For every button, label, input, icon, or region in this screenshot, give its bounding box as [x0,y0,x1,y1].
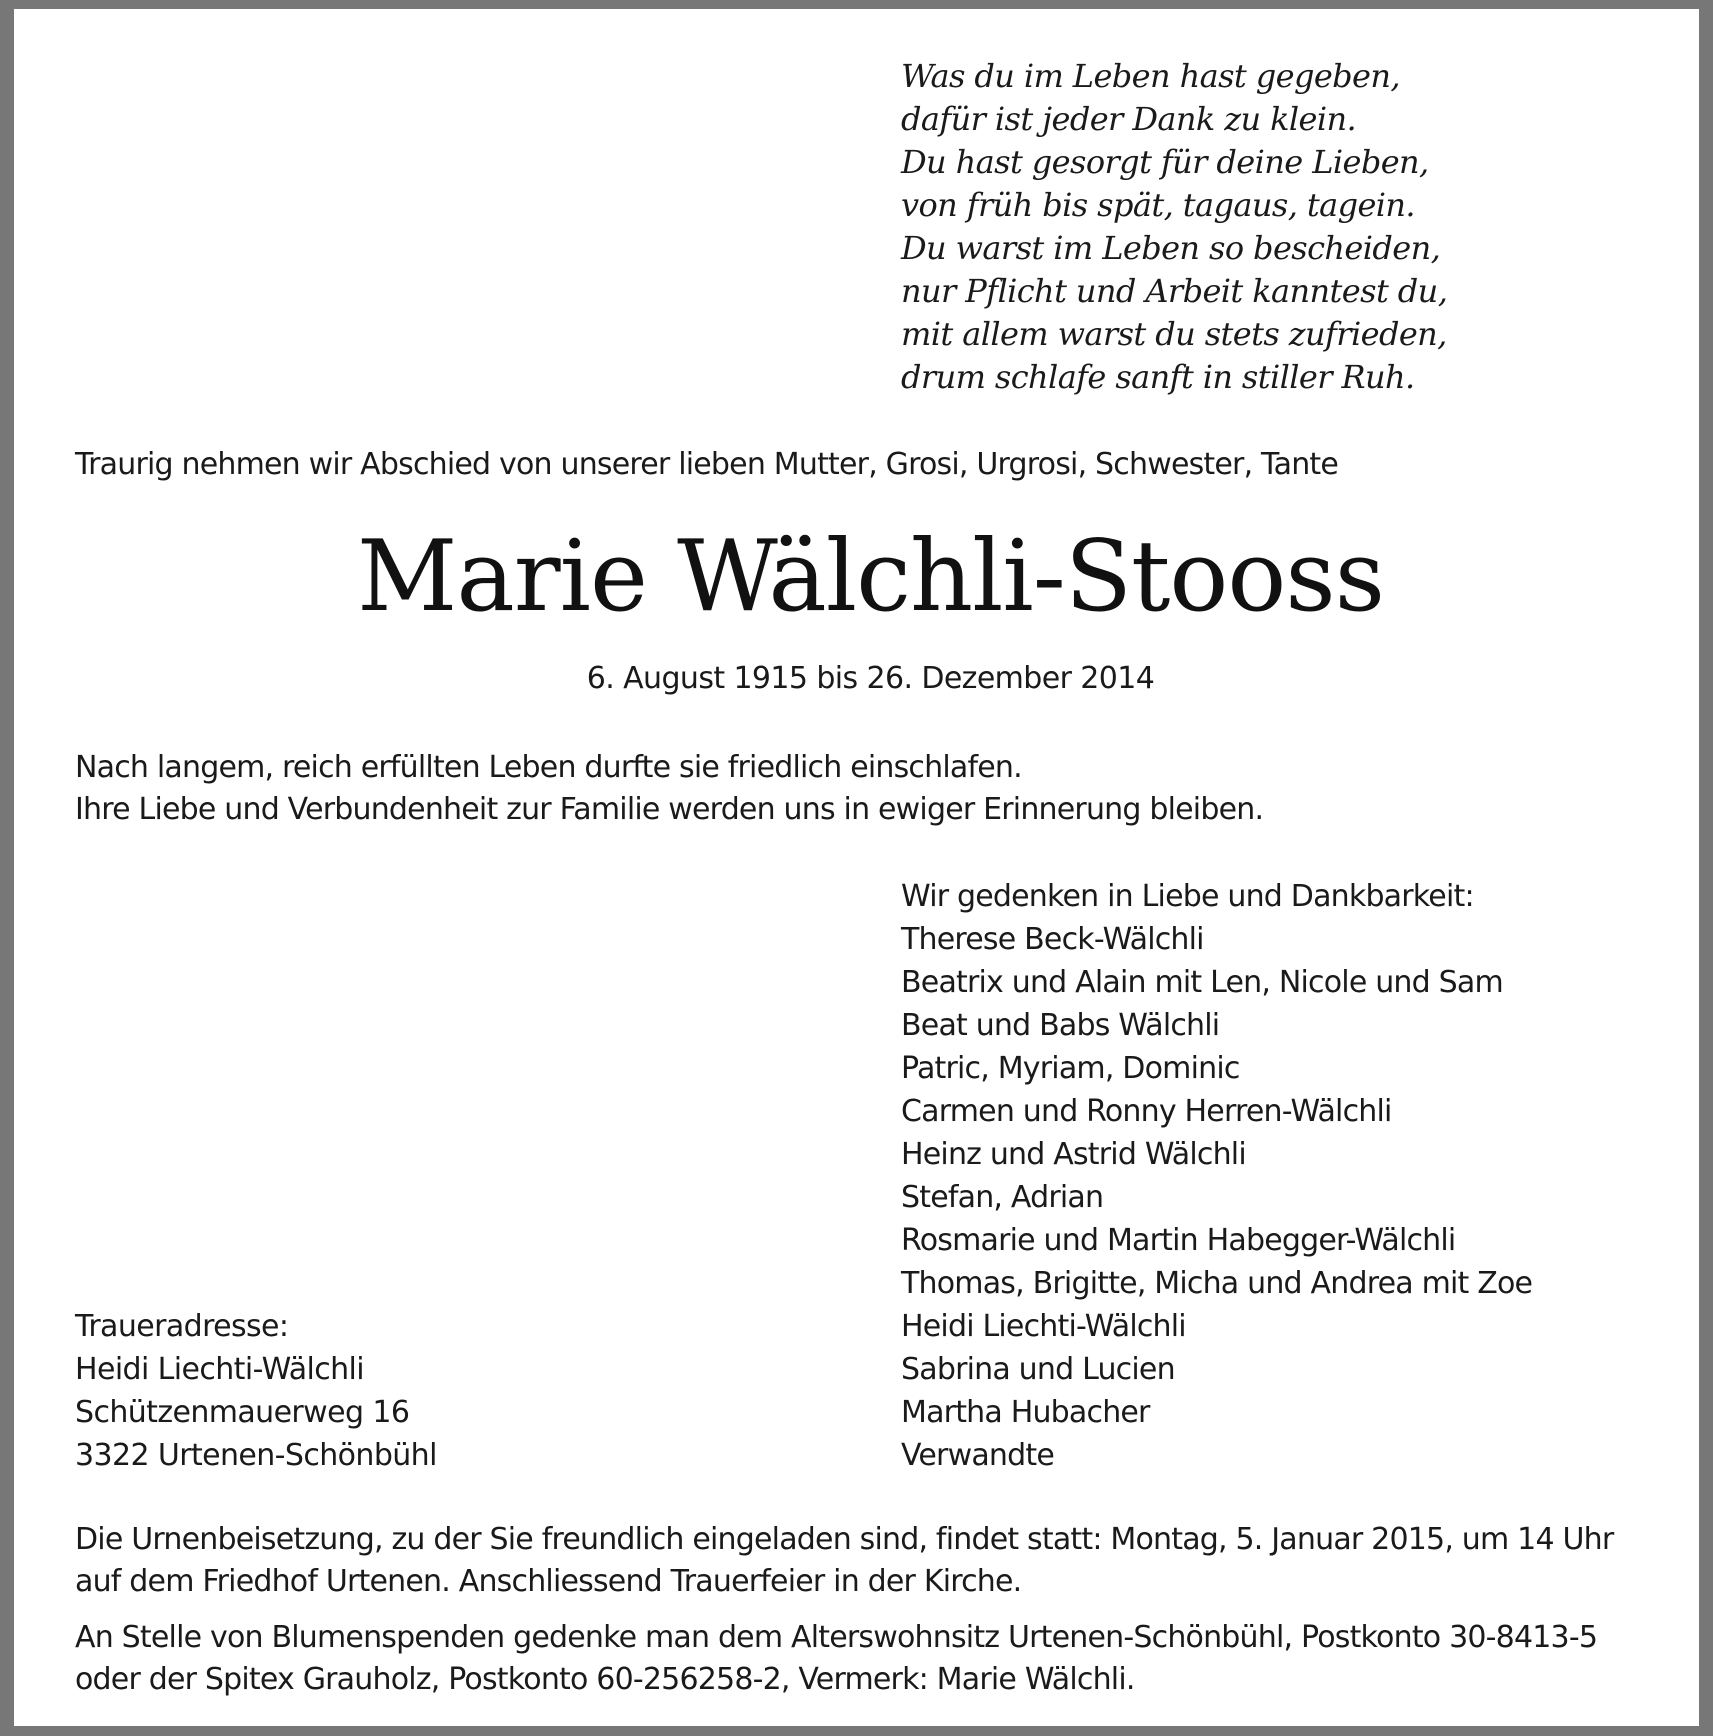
urn-line: Die Urnenbeisetzung, zu der Sie freundlich eingeladen sind, findet statt: Montag, 5. Januar 2015, um 14 Uhr [75,1522,1614,1557]
poem-line: mit allem warst du stets zufrieden, [901,315,1447,353]
donation-line: oder der Spitex Grauholz, Postkonto 60-256258-2, Vermerk: Marie Wälchli. [75,1662,1135,1697]
tribute-line: Ihre Liebe und Verbundenheit zur Familie werden uns in ewiger Erinnerung bleiben. [75,792,1264,827]
poem-line: nur Pflicht und Arbeit kanntest du, [901,272,1448,310]
mourner-entry: Therese Beck-Wälchli [901,922,1204,957]
donation-notice [75,1617,1597,1701]
mourners-list [901,875,1532,1477]
mourner-entry: Beat und Babs Wälchli [901,1008,1220,1043]
tribute-paragraph [75,747,1263,831]
mourner-entry: Stefan, Adrian [901,1180,1104,1215]
poem-line: Du warst im Leben so bescheiden, [901,229,1441,267]
address-heading: Traueradresse: [75,1309,289,1344]
poem-line: Du hast gesorgt für deine Lieben, [901,143,1429,181]
mourner-entry: Thomas, Brigitte, Micha und Andrea mit Zoe [901,1266,1533,1301]
tribute-line: Nach langem, reich erfüllten Leben durfte sie friedlich einschlafen. [75,750,1022,785]
mourning-address [75,1305,437,1477]
mourner-entry: Sabrina und Lucien [901,1352,1175,1387]
address-line: Heidi Liechti-Wälchli [75,1352,365,1387]
address-line: Schützenmauerweg 16 [75,1395,410,1430]
mourner-entry: Heidi Liechti-Wälchli [901,1309,1186,1344]
address-line: 3322 Urtenen-Schönbühl [75,1438,437,1473]
urn-line: auf dem Friedhof Urtenen. Anschliessend Trauerfeier in der Kirche. [75,1564,1022,1599]
poem [901,55,1447,399]
mourner-entry: Beatrix und Alain mit Len, Nicole und Sam [901,965,1503,1000]
poem-line: dafür ist jeder Dank zu klein. [901,100,1357,138]
poem-line: von früh bis spät, tagaus, tagein. [901,186,1416,224]
mourners-heading: Wir gedenken in Liebe und Dankbarkeit: [901,879,1474,914]
deceased-name: Marie Wälchli-Stooss [357,520,1384,634]
mourner-entry: Martha Hubacher [901,1395,1150,1430]
poem-line: drum schlafe sanft in stiller Ruh. [901,358,1415,396]
life-dates: 6. August 1915 bis 26. Dezember 2014 [586,661,1155,696]
intro-text: Traurig nehmen wir Abschied von unserer lieben Mutter, Grosi, Urgrosi, Schwester, Tante [75,447,1339,482]
urn-burial-notice [75,1519,1613,1603]
mourner-entry: Heinz und Astrid Wälchli [901,1137,1246,1172]
mourner-entry: Verwandte [901,1438,1054,1473]
mourner-entry: Rosmarie und Martin Habegger-Wälchli [901,1223,1456,1258]
poem-line: Was du im Leben hast gegeben, [901,57,1400,95]
mourner-entry: Carmen und Ronny Herren-Wälchli [901,1094,1392,1129]
donation-line: An Stelle von Blumenspenden gedenke man dem Alterswohnsitz Urtenen-Schönbühl, Postkonto 30-8413-5 [75,1620,1598,1655]
mourner-entry: Patric, Myriam, Dominic [901,1051,1240,1086]
